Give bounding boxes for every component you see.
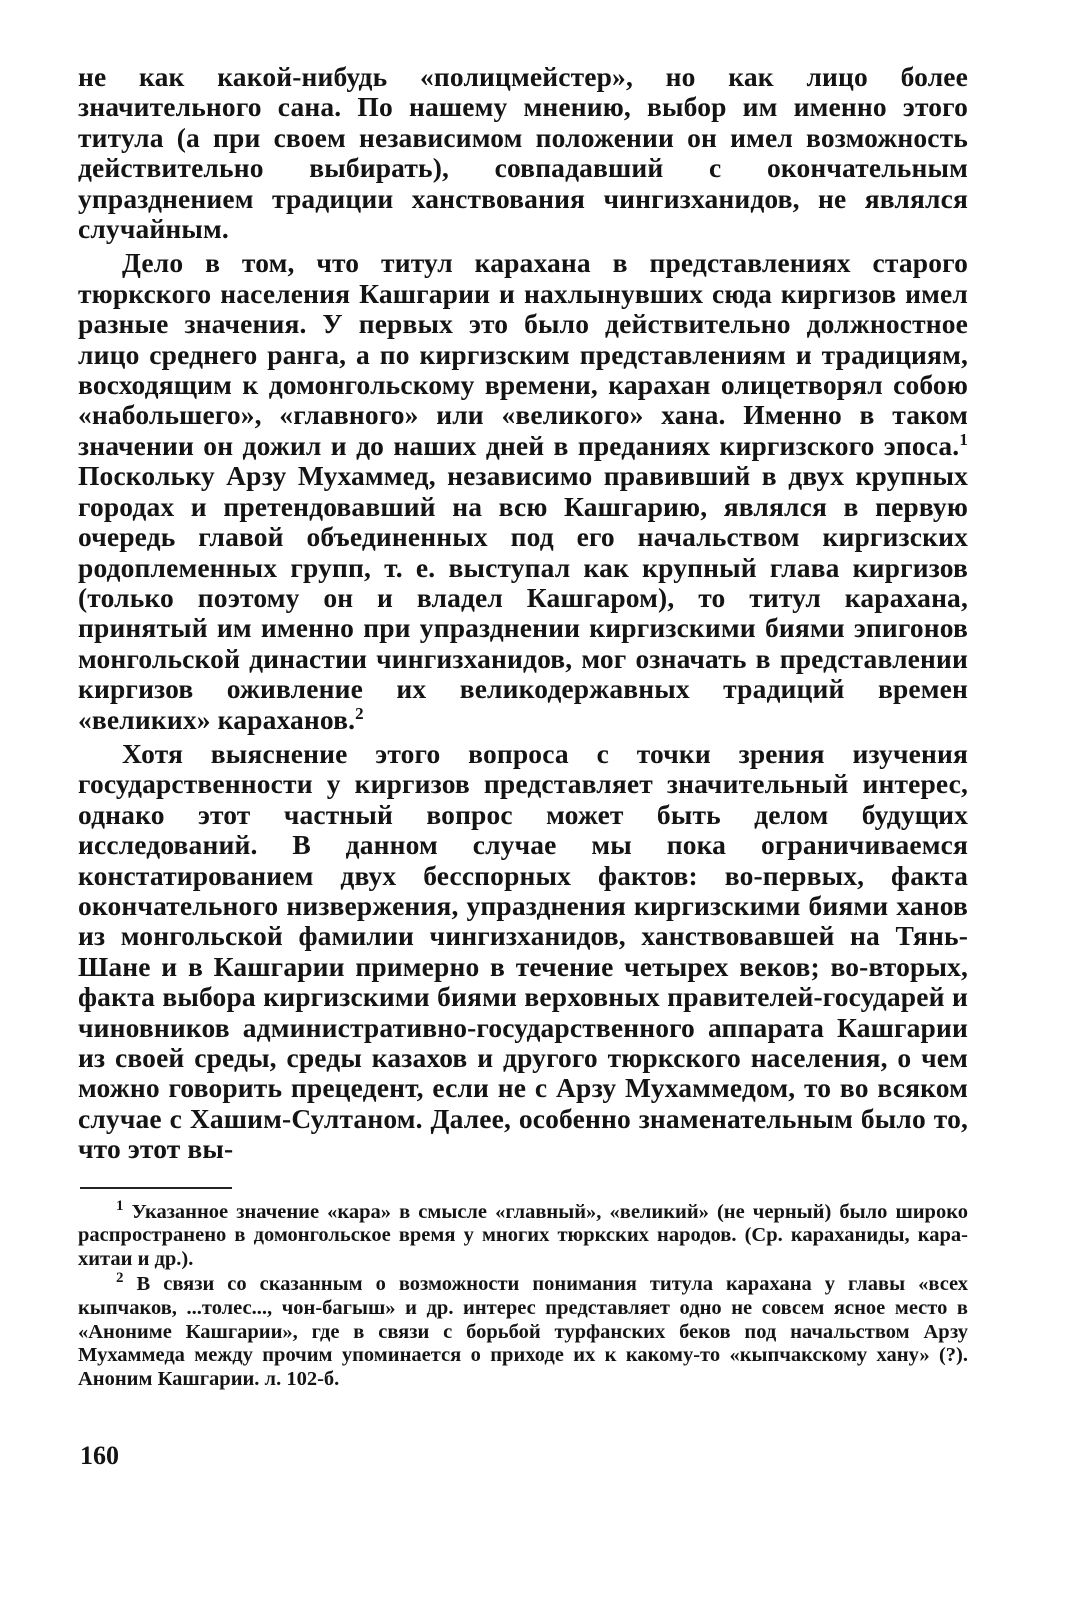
footnote-text: В связи со сказанным о возможности понимания титула карахана у главы «всех кыпчаков, ...толес..., чон-багыш» и др. интерес представляет одно не совсем ясное место в «Анониме Кашгарии», где в связи с борьбой турфанских беков под начальством Арзу Мухаммеда между прочим упоминается о приходе их к какому-то «кыпчакскому хану» (?). Аноним Кашгарии. л. 102-б. [78, 1273, 968, 1390]
footnote-mark: 1 [116, 1197, 124, 1214]
footnote-reference[interactable]: 2 [355, 703, 364, 723]
footnote-reference[interactable]: 1 [959, 429, 968, 449]
body-text: Поскольку Арзу Мухаммед, независимо правивший в двух крупных городах и претендовавший на всю Кашгарию, являлся в первую очередь главой объединенных под его начальством киргизских родоплеменных групп, т. е. выступал как крупный глава киргизов (только поэтому он и владел Кашгаром), то титул карахана, принятый им именно при упразднении киргизскими биями эпигонов монгольской династии чингизханидов, мог означать в представлении киргизов оживление их великодержавных традиций времен «великих» караханов. [78, 460, 968, 735]
footnote-separator [80, 1187, 232, 1189]
body-text: Дело в том, что титул карахана в представлениях старого тюркского населения Кашгарии и нахлынувших сюда киргизов имел разные значения. У первых это было действительно должностное лицо среднего ранга, а по киргизским представлениям и традициям, восходящим к домонгольскому времени, карахан олицетворял собою «набольшего», «главного» или «великого» хана. Именно в таком значении он дожил и до наших дней в преданиях киргизского эпоса. [78, 247, 968, 461]
footnote-mark: 2 [116, 1270, 124, 1287]
page-number: 160 [80, 1441, 119, 1470]
body-paragraph: Хотя выяснение этого вопроса с точки зрения изучения государственности у киргизов представляет значительный интерес, однако этот частный вопрос может быть делом будущих исследований. В данном случае мы пока ограничиваемся констатированием двух бесспорных фактов: во-первых, факта окончательного низвержения, упразднения киргизскими биями ханов из монгольской фамилии чингизханидов, ханствовавшей на Тянь-Шане и в Кашгарии примерно в течение четырех веков; во-вторых, факта выбора киргизскими биями верховных правителей-государей и чиновников административно-государственного аппарата Кашгарии из своей среды, среды казахов и другого тюркского населения, о чем можно говорить прецедент, если не с Арзу Мухаммедом, то во всяком случае с Хашим-Султаном. Далее, особенно знаменательным было то, что этот вы- [78, 737, 968, 1165]
body-paragraph [78, 248, 968, 735]
footnote [78, 1197, 969, 1272]
footnote-text: Указанное значение «кара» в смысле «главный», «великий» (не черный) было широко распространено в домонгольское время у многих тюркских народов. (Ср. караханиды, кара-хитаи и др.). [78, 1200, 969, 1270]
body-paragraph: не как какой-нибудь «полицмейстер», но как лицо более значительного сана. По нашему мнению, выбор им именно этого титула (а при своем независимом положении он имел возможность действительно выбирать), совпадавший с окончательным упразднением традиции ханствования чингизханидов, не являлся случайным. [78, 61, 968, 245]
footnotes [78, 1197, 969, 1392]
page-content [78, 62, 968, 1391]
footnote [78, 1270, 968, 1391]
